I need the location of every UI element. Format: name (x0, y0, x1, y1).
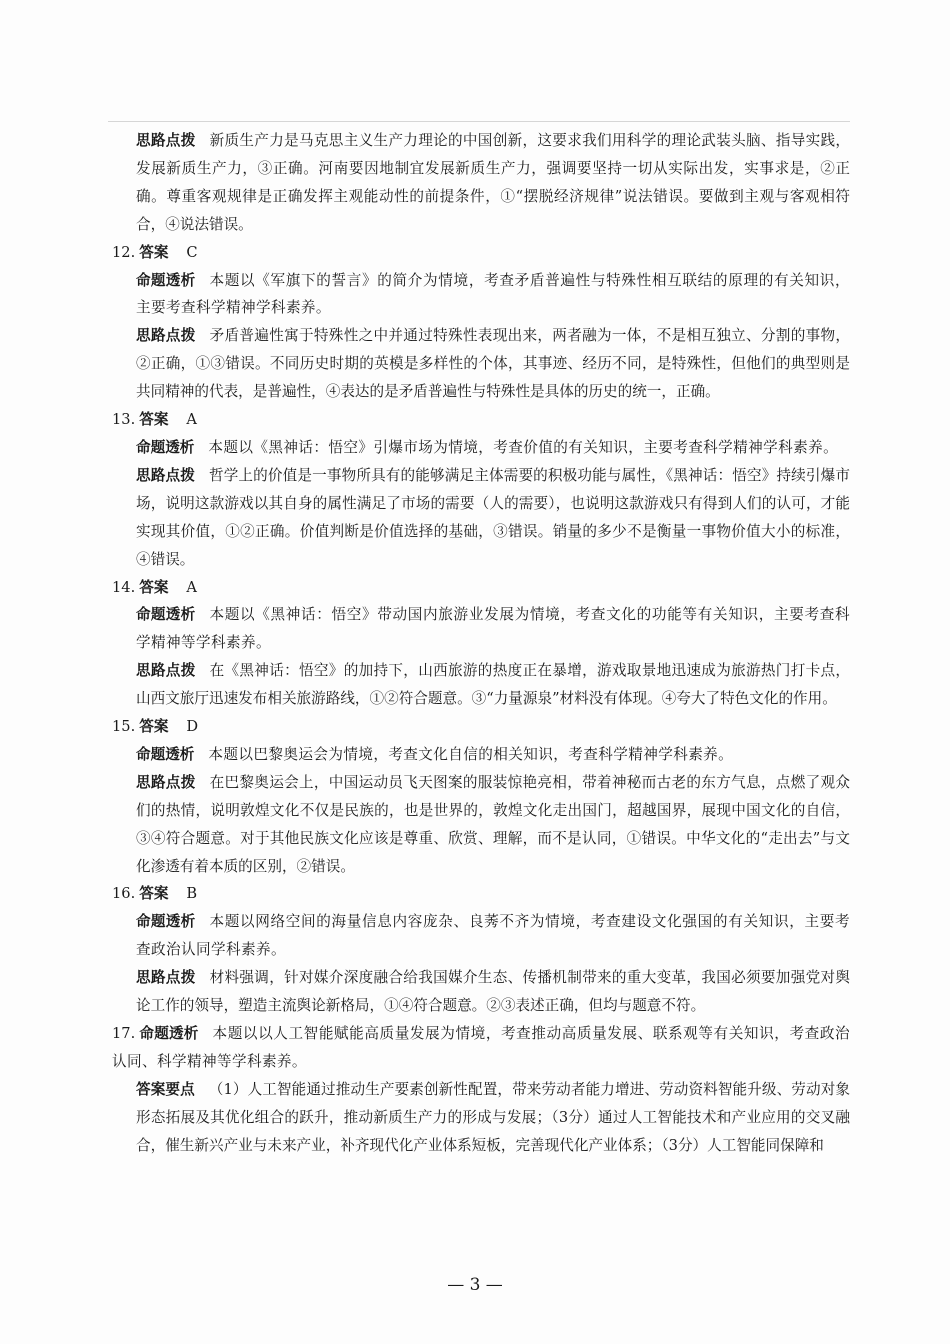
analysis-paragraph (112, 1020, 850, 1076)
paragraph-text: 矛盾普遍性寓于特殊性之中并通过特殊性表现出来，两者融为一体，不是相互独立、分割的事物，②正确，①③错误。不同历史时期的英模是多样性的个体，其事迹、经历不同，是特殊性，但他们的典型则是共同精神的代表，是普遍性，④表达的是矛盾普遍性与特殊性是具体的历史的统一，正确。 (136, 327, 850, 401)
section-label: 思路点拨 (136, 969, 196, 987)
question-number: 14. (112, 578, 136, 596)
paragraph-text: 本题以巴黎奥运会为情境，考查文化自信的相关知识，考查科学精神学科素养。 (208, 745, 734, 763)
section-label: 思路点拨 (136, 466, 195, 484)
paragraph-text: 本题以《黑神话：悟空》引爆市场为情境，考查价值的有关知识，主要考查科学精神学科素养。 (208, 438, 839, 456)
explanation-paragraph (112, 769, 850, 881)
top-divider (108, 121, 850, 122)
paragraph-text: 在巴黎奥运会上，中国运动员飞天图案的服装惊艳亮相，带着神秘而古老的东方气息，点燃了观众们的热情，说明敦煌文化不仅是民族的，也是世界的，敦煌文化走出国门，超越国界，展现中国文化的自信，③④符合题意。对于其他民族文化应该是尊重、欣赏、理解，而不是认同，①错误。中华文化的“走出去”与文化渗透有着本质的区别，②错误。 (136, 773, 850, 875)
paragraph-text: 本题以《黑神话：悟空》带动国内旅游业发展为情境，考查文化的功能等有关知识，主要考查科学精神等学科素养。 (136, 606, 850, 652)
section-label: 思路点拨 (136, 327, 196, 345)
answer-label: 答案 (139, 578, 169, 596)
answer-choice: A (186, 411, 197, 429)
section-label: 命题透析 (136, 271, 196, 289)
question-number: 16. (112, 885, 136, 903)
answer-line (112, 880, 850, 908)
question-number: 15. (112, 718, 136, 736)
paragraph-text: 本题以网络空间的海量信息内容庞杂、良莠不齐为情境，考查建设文化强国的有关知识，主要考查政治认同学科素养。 (136, 913, 850, 959)
analysis-paragraph (112, 601, 850, 657)
answer-choice: C (186, 243, 198, 261)
explanation-paragraph (112, 322, 850, 406)
answer-content (112, 127, 850, 1160)
analysis-paragraph (112, 267, 850, 323)
paragraph-text: 本题以《军旗下的誓言》的简介为情境，考查矛盾普遍性与特殊性相互联结的原理的有关知识，主要考查科学精神学科素养。 (136, 271, 850, 317)
question-number: 12. (112, 243, 136, 261)
question-number: 17. (112, 1025, 136, 1042)
answer-label: 答案 (139, 411, 169, 429)
paragraph-text: 哲学上的价值是一事物所具有的能够满足主体需要的积极功能与属性，《黑神话：悟空》持续引爆市场，说明这款游戏以其自身的属性满足了市场的需要（人的需要），也说明这款游戏只有得到人们的认可，才能实现其价值，①②正确。价值判断是价值选择的基础，③错误。销量的多少不是衡量一事物价值大小的标准，④错误。 (136, 466, 850, 568)
paragraph-text: 材料强调，针对媒介深度融合给我国媒介生态、传播机制带来的重大变革，我国必须要加强党对舆论工作的领导，塑造主流舆论新格局，①④符合题意。②③表述正确，但均与题意不符。 (136, 969, 850, 1015)
section-label: 命题透析 (136, 913, 196, 931)
analysis-paragraph (112, 741, 850, 769)
explanation-paragraph (112, 964, 850, 1020)
section-label: 思路点拨 (136, 773, 196, 791)
answer-choice: A (186, 578, 197, 596)
paragraph-text: 在《黑神话：悟空》的加持下，山西旅游的热度正在暴增，游戏取景地迅速成为旅游热门打卡点，山西文旅厅迅速发布相关旅游路线，①②符合题意。③“力量源泉”材料没有体现。④夸大了特色文化的作用。 (136, 662, 850, 708)
answer-line (112, 239, 850, 267)
analysis-paragraph (112, 908, 850, 964)
paragraph-text: （1）人工智能通过推动生产要素创新性配置，带来劳动者能力增进、劳动资料智能升级、劳动对象形态拓展及其优化组合的跃升，推动新质生产力的形成与发展；（3分）通过人工智能技术和产业应用的交叉融合，催生新兴产业与未来产业，补齐现代化产业体系短板，完善现代化产业体系；（3分）人工智能同保障和 (136, 1080, 850, 1154)
answer-label: 答案 (139, 885, 169, 903)
answer-line (112, 574, 850, 602)
section-label: 命题透析 (136, 438, 195, 456)
answer-line (112, 406, 850, 434)
explanation-paragraph (112, 657, 850, 713)
section-label: 答案要点 (136, 1080, 195, 1098)
analysis-paragraph (112, 434, 850, 462)
section-label: 思路点拨 (136, 132, 196, 149)
answer-choice: D (186, 718, 199, 736)
question-number: 13. (112, 411, 136, 429)
explanation-paragraph (112, 127, 850, 239)
answer-label: 答案 (139, 243, 169, 261)
answer-label: 答案 (139, 718, 169, 736)
page-number: — 3 — (447, 1275, 503, 1295)
paragraph-text: 本题以以人工智能赋能高质量发展为情境，考查推动高质量发展、联系观等有关知识，考查政治认同、科学精神等学科素养。 (112, 1025, 850, 1070)
answer-line (112, 713, 850, 741)
explanation-paragraph (112, 1076, 850, 1160)
section-label: 命题透析 (136, 745, 195, 763)
paragraph-text: 新质生产力是马克思主义生产力理论的中国创新，这要求我们用科学的理论武装头脑、指导实践，发展新质生产力，③正确。河南要因地制宜发展新质生产力，强调要坚持一切从实际出发，实事求是，②正确。尊重客观规律是正确发挥主观能动性的前提条件，①“摆脱经济规律”说法错误。要做到主观与客观相符合，④说法错误。 (136, 132, 850, 233)
answer-choice: B (186, 885, 198, 903)
section-label: 命题透析 (136, 606, 196, 624)
section-label: 命题透析 (139, 1025, 199, 1042)
explanation-paragraph (112, 462, 850, 574)
section-label: 思路点拨 (136, 662, 196, 680)
